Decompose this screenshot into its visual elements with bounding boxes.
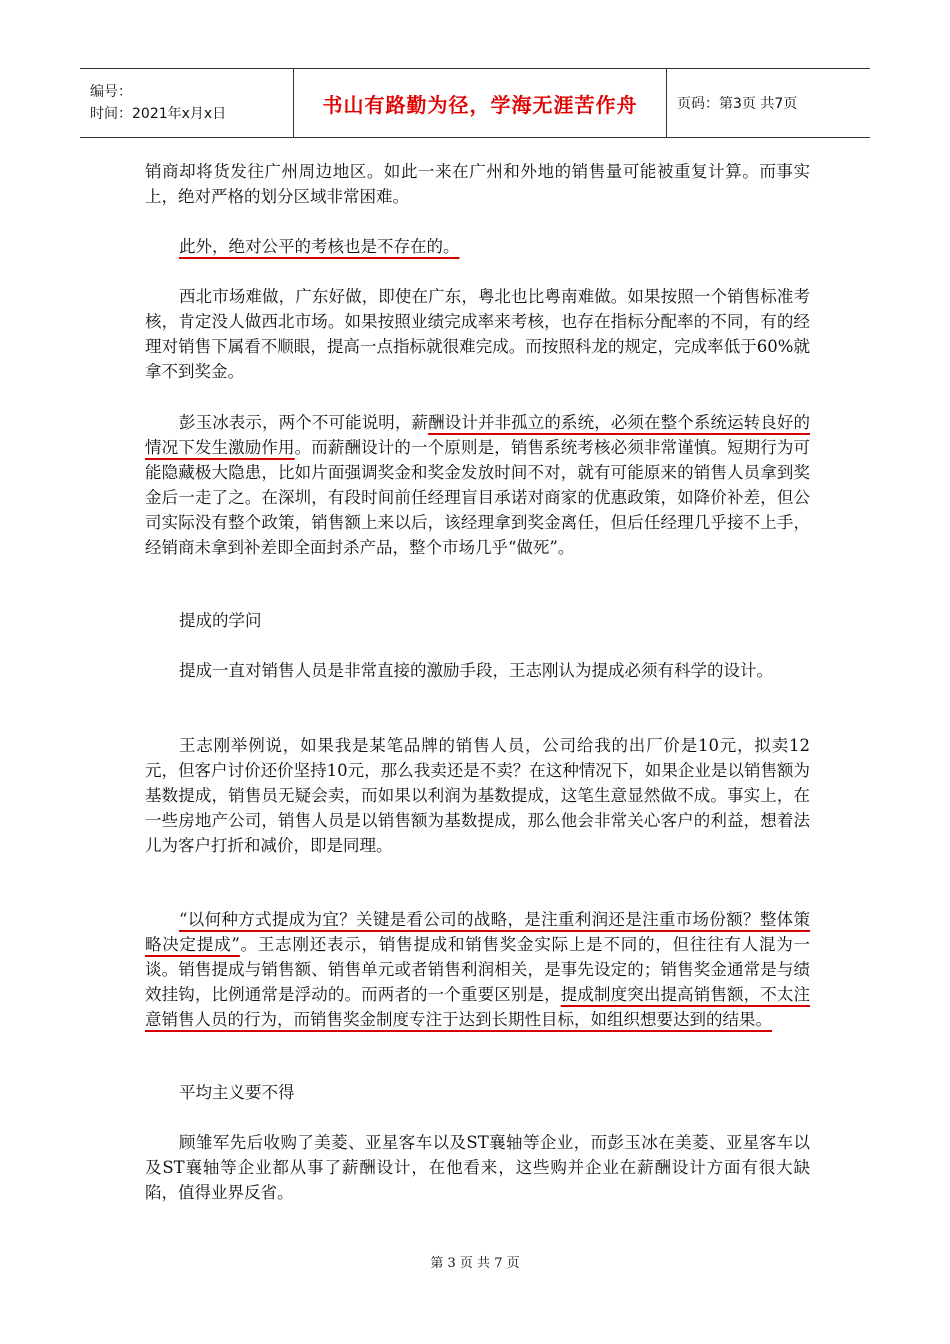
paragraph-text: 王志刚举例说，如果我是某笔品牌的销售人员，公司给我的出厂价是10元，拟卖12元，但客户讨价还价坚持10元，那么我卖还是不卖？在这种情况下，如果企业是以销售额为基数提成，销售员无疑会卖，而如果以利润为基数提成，这笔生意显然做不成。事实上，在一些房地产公司，销售人员是以销售额为基数提成，那么他会非常关心客户的利益，想着法儿为客户打折和减价，即是同理。 (145, 736, 810, 855)
underlined-text: 提成制度突出提高销售额，不太注意销售人员的行为，而销售奖金制度专注于达到长期性目标，如组织想要达到的结果。 (145, 985, 811, 1029)
paragraph-8 (145, 907, 810, 1032)
paragraph-1 (145, 159, 810, 209)
paragraph-text (145, 234, 810, 259)
header-page-label: 页码：第3页 共7页 (677, 96, 798, 112)
text-run: 彭玉冰表示，两个不可能说明，薪 (179, 413, 429, 432)
paragraph-4 (145, 410, 810, 560)
paragraph-9-heading (145, 1080, 810, 1105)
page-header (80, 68, 870, 138)
paragraph-text (145, 907, 810, 1032)
header-meta (80, 69, 294, 137)
paragraph-text (145, 410, 810, 560)
underlined-text: 此外，绝对公平的考核也是不存在的。 (179, 237, 460, 256)
paragraph-text: 销商却将货发往广州周边地区。如此一来在广州和外地的销售量可能被重复计算。而事实上，绝对严格的划分区域非常困难。 (145, 162, 810, 206)
header-motto-cell (294, 69, 667, 137)
underlined-text: “以何种方式提成为宜？关键是看公司的战略，是注重利润还是注重市场份额？整体策略决定提成” (145, 910, 810, 954)
header-motto: 书山有路勤为径，学海无涯苦作舟 (322, 92, 638, 117)
paragraph-6 (145, 658, 810, 683)
paragraph-text: 提成一直对销售人员是非常直接的激励手段，王志刚认为提成必须有科学的设计。 (179, 661, 773, 680)
document-date-label: 时间：2021年x月x日 (90, 106, 227, 122)
header-page-cell (667, 69, 870, 137)
document-number-label: 编号： (90, 84, 132, 100)
section-heading: 平均主义要不得 (179, 1083, 295, 1102)
text-run: 。王志刚还表示，销售提成和销售奖金实际上是不同的，但往往有人混为一谈。销售提成与销售额、销售单元或者销售利润相关，是事先设定的；销售奖金通常是与绩效挂钩，比例通常是浮动的。而两者的一个重要区别是， (145, 935, 811, 1004)
paragraph-7 (145, 733, 810, 858)
text-run: 。而薪酬设计的一个原则是，销售系统考核必须非常谨慎。短期行为可能隐藏极大隐患，比如片面强调奖金和奖金发放时间不对，就有可能原来的销售人员拿到奖金后一走了之。在深圳，有段时间前任经理盲目承诺对商家的优惠政策，如降价补差，但公司实际没有整个政策，销售额上来以后，该经理拿到奖金离任，但后任经理几乎接不上手，经销商未拿到补差即全面封杀产品，整个市场几乎“做死”。 (145, 438, 811, 557)
section-heading: 提成的学问 (179, 611, 262, 630)
paragraph-text: 顾雏军先后收购了美菱、亚星客车以及ST襄轴等企业，而彭玉冰在美菱、亚星客车以及ST襄轴等企业都从事了薪酬设计，在他看来，这些购并企业在薪酬设计方面有很大缺陷，值得业界反省。 (145, 1133, 810, 1202)
paragraph-text: 西北市场难做，广东好做，即使在广东，粤北也比粤南难做。如果按照一个销售标准考核，肯定没人做西北市场。如果按照业绩完成率来考核，也存在指标分配率的不同，有的经理对销售下属看不顺眼，提高一点指标就很难完成。而按照科龙的规定，完成率低于60%就拿不到奖金。 (145, 287, 810, 381)
paragraph-3 (145, 284, 810, 384)
paragraph-10 (145, 1130, 810, 1205)
page-footer: 第 3 页 共 7 页 (430, 1256, 520, 1271)
underlined-text: 酬设计并非孤立的系统，必须在整个系统运转良好的情况下发生激励作用 (145, 413, 811, 457)
paragraph-2 (145, 234, 810, 259)
paragraph-5-heading (145, 608, 810, 633)
